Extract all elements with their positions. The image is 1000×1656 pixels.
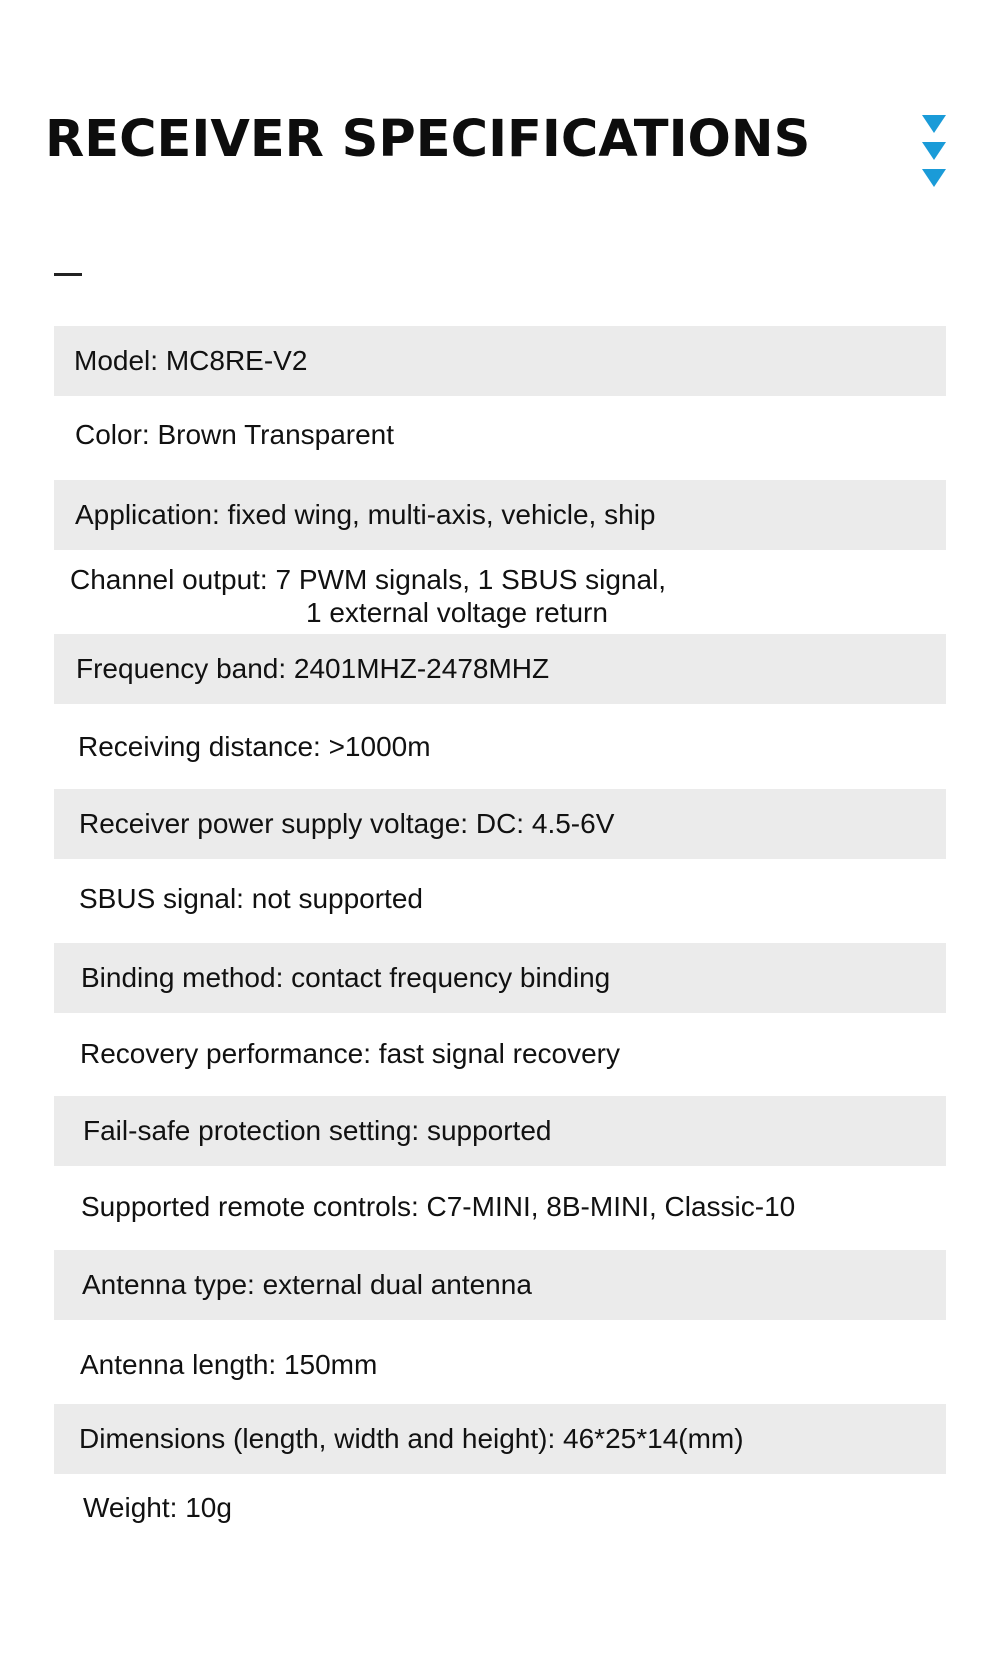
spec-row-weight xyxy=(54,1473,946,1543)
spec-text: Dimensions (length, width and height): 46*25*14(mm) xyxy=(79,1423,744,1454)
divider-dash xyxy=(54,273,82,276)
spec-text: Fail-safe protection setting: supported xyxy=(83,1115,552,1146)
spec-text: Antenna type: external dual antenna xyxy=(82,1269,532,1300)
spec-row-frequency-band xyxy=(54,634,946,704)
spec-text: Recovery performance: fast signal recovery xyxy=(80,1038,620,1069)
down-arrow-icon xyxy=(922,142,946,160)
spec-text: Receiving distance: >1000m xyxy=(78,731,431,762)
spec-row-binding-method xyxy=(54,943,946,1013)
spec-text: Receiver power supply voltage: DC: 4.5-6V xyxy=(79,808,615,839)
spec-text: Color: Brown Transparent xyxy=(75,419,395,450)
triple-down-arrow-icon xyxy=(922,115,946,196)
spec-text: Channel output: 7 PWM signals, 1 SBUS signal, xyxy=(70,564,667,595)
spec-text-continued: 1 external voltage return xyxy=(306,597,608,628)
spec-row-dimensions xyxy=(54,1404,946,1474)
spec-text: Weight: 10g xyxy=(83,1492,232,1523)
spec-text: Supported remote controls: C7-MINI, 8B-MINI, Classic-10 xyxy=(81,1191,796,1222)
down-arrow-icon xyxy=(922,169,946,187)
spec-row-receiving-distance xyxy=(54,712,946,782)
spec-row-channel-output xyxy=(54,560,946,632)
down-arrow-icon xyxy=(922,115,946,133)
spec-text: Model: MC8RE-V2 xyxy=(74,345,308,376)
spec-row-color xyxy=(54,400,946,470)
spec-row-antenna-type xyxy=(54,1250,946,1320)
spec-text: Binding method: contact frequency binding xyxy=(81,962,611,993)
spec-row-application xyxy=(54,480,946,550)
spec-row-power-supply xyxy=(54,789,946,859)
spec-text: Frequency band: 2401MHZ-2478MHZ xyxy=(76,653,550,684)
spec-row-sbus-signal xyxy=(54,864,946,934)
spec-text: Application: fixed wing, multi-axis, vehicle, ship xyxy=(75,499,656,530)
spec-row-recovery-performance xyxy=(54,1019,946,1089)
spec-text: SBUS signal: not supported xyxy=(79,883,423,914)
page-title: RECEIVER SPECIFICATIONS xyxy=(45,110,811,169)
spec-row-supported-remotes xyxy=(54,1172,946,1242)
spec-row-antenna-length xyxy=(54,1330,946,1400)
spec-row-fail-safe xyxy=(54,1096,946,1166)
spec-row-model xyxy=(54,326,946,396)
spec-text: Antenna length: 150mm xyxy=(80,1349,378,1380)
